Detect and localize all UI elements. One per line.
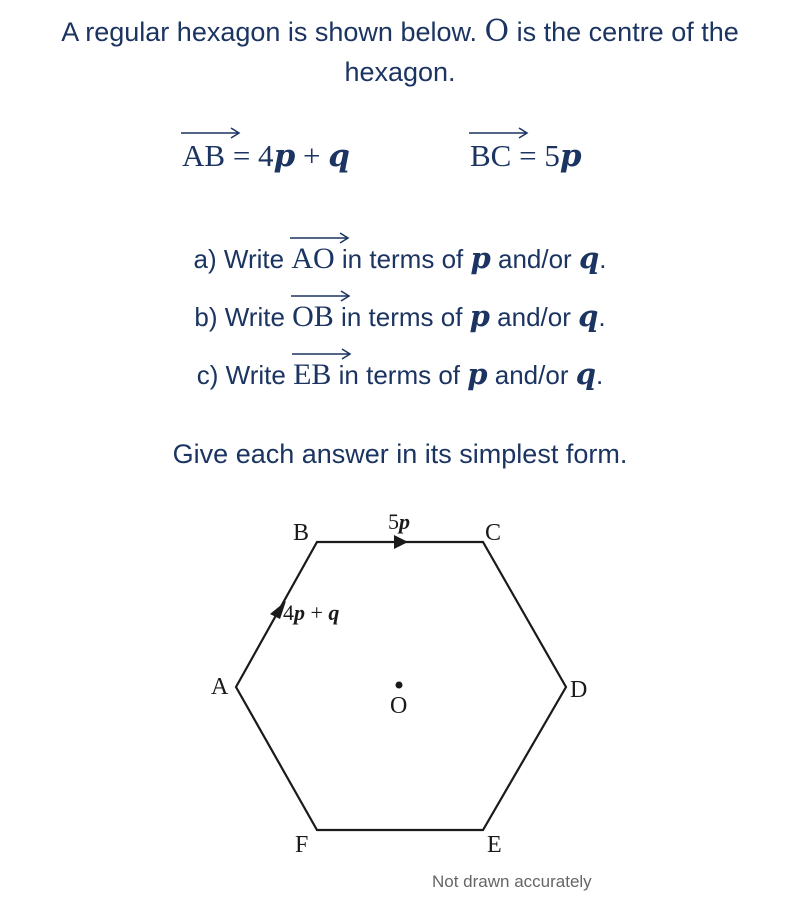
centre-label-o: O xyxy=(390,693,408,719)
not-drawn-accurately-note: Not drawn accurately xyxy=(432,872,592,891)
bc-edge-label: 5p xyxy=(388,509,410,534)
intro-line-1: A regular hexagon is shown below. O is the centre of the xyxy=(61,14,739,49)
centre-letter: O xyxy=(484,14,510,49)
vector-ao: AO xyxy=(291,241,334,277)
vertex-label-f: F xyxy=(295,832,309,858)
question-b: b) Write OB in terms of p and/or q. xyxy=(0,298,800,335)
question-c: c) Write EB in terms of p and/or q. xyxy=(0,356,800,393)
vertex-label-e: E xyxy=(487,832,502,858)
vector-ab: AB xyxy=(182,136,225,176)
given-ab-equation: AB = 4p + q xyxy=(182,136,350,176)
instruction-text: Give each answer in its simplest form. xyxy=(172,439,628,469)
vertex-label-d: D xyxy=(570,677,588,703)
vertex-label-c: C xyxy=(485,520,502,546)
bc-direction-arrow-icon xyxy=(394,535,408,549)
vector-bc: BC xyxy=(470,136,511,176)
question-a: a) Write AO in terms of p and/or q. xyxy=(0,240,800,277)
ab-edge-label: 4p + q xyxy=(283,600,340,625)
vector-eb: EB xyxy=(293,357,331,393)
intro-line-2: hexagon. xyxy=(344,57,456,87)
vertex-label-a: A xyxy=(211,674,229,700)
vector-ob: OB xyxy=(292,299,334,335)
vertex-label-b: B xyxy=(293,520,310,546)
centre-point xyxy=(396,682,403,689)
given-bc-equation: BC = 5p xyxy=(470,136,582,176)
